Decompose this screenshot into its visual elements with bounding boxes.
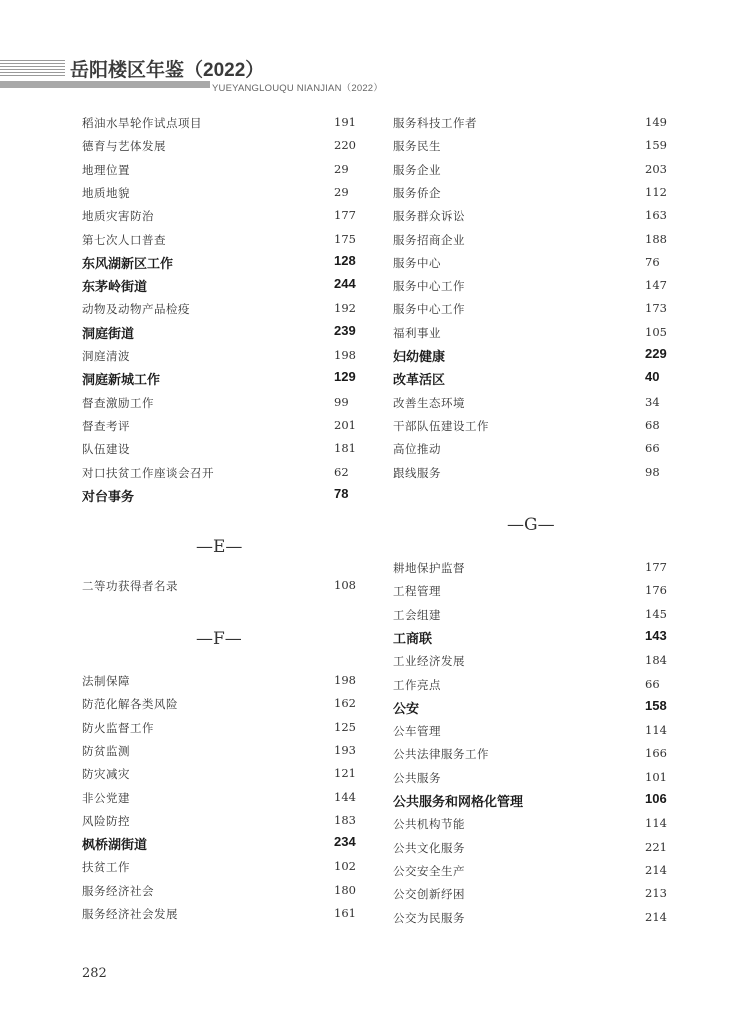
page-number: 282	[82, 966, 107, 981]
index-entry-page: 221	[645, 839, 667, 854]
index-entry-term: 防火监督工作	[82, 720, 154, 735]
index-entry	[393, 651, 693, 673]
index-entry-page: 188	[645, 231, 667, 246]
index-entry	[82, 136, 382, 158]
index-entry-page: 214	[645, 909, 667, 924]
index-entry-term: 工商联	[393, 630, 433, 646]
index-entry-page: 229	[645, 346, 667, 361]
index-entry	[82, 463, 382, 485]
index-entry-page: 105	[645, 324, 667, 339]
header-decoration-lines	[0, 60, 65, 78]
index-entry-term: 服务民生	[393, 139, 441, 154]
index-entry-page: 62	[334, 464, 349, 479]
index-entry	[393, 698, 693, 720]
index-entry-term: 公交为民服务	[393, 910, 465, 925]
index-entry-page: 177	[334, 208, 356, 223]
index-entry-page: 198	[334, 673, 356, 687]
index-entry-term: 东风湖新区工作	[82, 255, 174, 271]
index-entry-term: 公交创新纾困	[393, 887, 465, 902]
index-entry-term: 公交安全生产	[393, 863, 465, 878]
index-entry	[82, 346, 382, 368]
index-entry-term: 对台事务	[82, 488, 135, 504]
index-entry-page: 145	[645, 606, 667, 621]
index-entry	[393, 628, 693, 650]
index-entry-page: 121	[334, 766, 356, 781]
index-entry	[393, 183, 693, 205]
index-entry-term: 地理位置	[82, 162, 130, 177]
index-entry-page: 149	[645, 115, 667, 129]
index-entry-page: 177	[645, 560, 667, 574]
index-entry-term: 洞庭街道	[82, 325, 135, 341]
index-entry-page: 99	[334, 394, 349, 409]
index-entry	[393, 369, 693, 391]
index-entry-page: 102	[334, 859, 356, 874]
index-entry-term: 公共服务	[393, 770, 441, 785]
index-entry-term: 风险防控	[82, 813, 130, 828]
index-entry-term: 地质灾害防治	[82, 209, 154, 224]
index-entry	[82, 230, 382, 252]
index-entry-page: 143	[645, 627, 667, 643]
index-entry-page: 147	[645, 278, 667, 293]
index-entry	[393, 721, 693, 743]
index-entry	[82, 486, 382, 508]
index-entry	[393, 416, 693, 438]
index-entry	[82, 160, 382, 182]
index-entry	[82, 276, 382, 298]
index-entry-term: 跟线服务	[393, 465, 441, 480]
index-entry-term: 公安	[393, 700, 420, 716]
index-entry	[82, 881, 382, 903]
index-entry-page: 193	[334, 742, 356, 757]
index-entry-term: 对口扶贫工作座谈会召开	[82, 465, 214, 480]
index-entry	[393, 744, 693, 766]
index-entry	[82, 741, 382, 763]
index-entry	[393, 206, 693, 228]
index-entry-page: 66	[645, 676, 660, 691]
index-entry	[393, 160, 693, 182]
index-entry	[393, 230, 693, 252]
index-entry-page: 166	[645, 746, 667, 761]
index-entry-term: 服务中心	[393, 255, 441, 270]
index-entry	[82, 416, 382, 438]
index-entry	[82, 183, 382, 205]
index-entry	[82, 671, 382, 693]
index-entry-term: 公共服务和网格化管理	[393, 794, 524, 809]
index-left-column	[82, 0, 382, 1024]
index-entry	[82, 857, 382, 879]
index-entry-page: 40	[645, 369, 660, 385]
index-entry	[393, 276, 693, 298]
index-entry	[82, 439, 382, 461]
index-entry-page: 161	[334, 906, 356, 920]
index-entry-term: 工业经济发展	[393, 654, 465, 669]
index-entry	[393, 605, 693, 627]
index-entry-term: 队伍建设	[82, 442, 130, 457]
index-entry-page: 66	[645, 441, 660, 456]
section-letter-heading: —G—	[507, 515, 555, 535]
index-entry	[393, 463, 693, 485]
index-entry-term: 改革活区	[393, 372, 446, 388]
index-entry-term: 服务企业	[393, 162, 441, 177]
index-entry	[82, 811, 382, 833]
index-entry	[393, 346, 693, 368]
index-entry-page: 180	[334, 882, 356, 897]
index-entry	[393, 908, 693, 930]
index-entry-page: 128	[334, 252, 356, 268]
index-entry-term: 公车管理	[393, 724, 441, 739]
index-entry-page: 214	[645, 862, 667, 877]
index-entry-term: 服务侨企	[393, 185, 441, 200]
index-entry-term: 工程管理	[393, 584, 441, 599]
index-entry-term: 第七次人口普查	[82, 232, 166, 247]
index-entry-term: 二等功获得者名录	[82, 579, 178, 593]
index-entry-term: 公共文化服务	[393, 840, 465, 855]
index-entry	[82, 694, 382, 716]
section-letter-heading: —E—	[196, 537, 243, 557]
index-entry-term: 公共机构节能	[393, 817, 465, 832]
index-entry-term: 工会组建	[393, 607, 441, 622]
index-entry-term: 督查考评	[82, 418, 130, 433]
index-entry	[393, 439, 693, 461]
index-entry	[82, 718, 382, 740]
index-entry-term: 防范化解各类风险	[82, 697, 178, 712]
index-entry-term: 妇幼健康	[393, 349, 446, 364]
index-entry	[82, 904, 382, 926]
index-entry-page: 29	[334, 161, 349, 176]
index-right-column	[393, 0, 693, 1024]
index-entry-page: 203	[645, 161, 667, 176]
index-entry-page: 98	[645, 464, 660, 479]
index-entry	[82, 369, 382, 391]
index-entry-page: 129	[334, 369, 356, 385]
index-entry-page: 158	[645, 697, 667, 713]
index-entry-page: 220	[334, 138, 356, 153]
index-entry	[393, 393, 693, 415]
index-entry-term: 防灾减灾	[82, 767, 130, 782]
index-entry-term: 法制保障	[82, 674, 130, 688]
index-entry-term: 稻油水旱轮作试点项目	[82, 116, 202, 130]
index-entry-term: 地质地貌	[82, 185, 130, 200]
index-entry-page: 173	[645, 301, 667, 316]
index-entry	[82, 299, 382, 321]
index-entry-page: 176	[645, 583, 667, 598]
index-entry	[393, 814, 693, 836]
index-entry	[393, 838, 693, 860]
index-entry-term: 扶贫工作	[82, 860, 130, 875]
index-entry-page: 108	[334, 578, 356, 592]
index-entry-page: 114	[645, 816, 667, 831]
index-entry-page: 183	[334, 812, 356, 827]
running-header-title: 岳阳楼区年鉴（2022）	[70, 60, 265, 81]
index-entry	[82, 253, 382, 275]
index-entry-page: 244	[334, 276, 356, 292]
index-entry-term: 干部队伍建设工作	[393, 418, 489, 433]
index-entry-term: 服务科技工作者	[393, 116, 477, 130]
index-entry	[393, 113, 693, 135]
index-entry	[393, 884, 693, 906]
index-entry-term: 东茅岭街道	[82, 279, 148, 295]
index-entry-page: 239	[334, 322, 356, 338]
index-entry-page: 144	[334, 789, 356, 804]
index-entry-term: 非公党建	[82, 790, 130, 805]
index-entry	[82, 113, 382, 135]
index-entry	[393, 768, 693, 790]
index-entry-term: 洞庭新城工作	[82, 372, 161, 388]
index-entry-page: 114	[645, 723, 667, 738]
index-entry-page: 101	[645, 769, 667, 784]
index-entry-term: 洞庭清波	[82, 349, 130, 363]
index-entry-page: 192	[334, 301, 356, 316]
index-entry-term: 服务群众诉讼	[393, 209, 465, 224]
index-entry-term: 服务中心工作	[393, 279, 465, 294]
index-entry-page: 112	[645, 184, 667, 199]
index-entry-term: 福利事业	[393, 325, 441, 340]
index-entry-page: 34	[645, 394, 660, 409]
index-entry-page: 76	[645, 254, 660, 269]
index-entry-page: 213	[645, 886, 667, 901]
section-letter-heading: —F—	[196, 629, 242, 649]
index-entry-page: 198	[334, 348, 356, 362]
index-entry-page: 163	[645, 208, 667, 223]
index-entry-page: 68	[645, 417, 660, 432]
index-entry-term: 督查激励工作	[82, 395, 154, 410]
index-entry	[82, 764, 382, 786]
index-entry	[82, 323, 382, 345]
index-entry-page: 181	[334, 441, 356, 456]
index-entry-term: 工作亮点	[393, 677, 441, 692]
index-entry	[82, 834, 382, 856]
index-entry-page: 184	[645, 653, 667, 668]
index-entry	[393, 675, 693, 697]
index-entry-page: 175	[334, 231, 356, 246]
index-entry-term: 高位推动	[393, 442, 441, 457]
index-entry-term: 动物及动物产品检疫	[82, 302, 190, 317]
index-entry-term: 改善生态环境	[393, 395, 465, 410]
index-entry-page: 191	[334, 115, 356, 129]
index-entry-term: 耕地保护监督	[393, 561, 465, 575]
index-entry-page: 159	[645, 138, 667, 153]
index-entry	[393, 323, 693, 345]
index-entry	[393, 791, 693, 813]
index-entry-term: 德育与艺体发展	[82, 139, 166, 154]
index-entry-term: 服务中心工作	[393, 302, 465, 317]
index-entry	[393, 253, 693, 275]
index-entry	[393, 861, 693, 883]
index-entry-page: 106	[645, 791, 667, 806]
index-entry-page: 162	[334, 696, 356, 711]
index-entry	[393, 299, 693, 321]
index-entry	[393, 581, 693, 603]
running-header-subtitle: YUEYANGLOUQU NIANJIAN（2022）	[212, 83, 383, 94]
index-entry-term: 公共法律服务工作	[393, 747, 489, 762]
index-entry	[82, 788, 382, 810]
index-entry	[82, 393, 382, 415]
index-entry-term: 枫桥湖街道	[82, 837, 148, 853]
index-entry-term: 服务经济社会发展	[82, 907, 178, 921]
index-entry	[393, 136, 693, 158]
index-entry-term: 服务经济社会	[82, 883, 154, 898]
index-entry	[82, 206, 382, 228]
index-entry	[393, 558, 693, 580]
index-entry-page: 234	[334, 834, 356, 850]
index-entry-page: 201	[334, 417, 356, 432]
index-entry	[82, 576, 382, 598]
index-entry-page: 125	[334, 719, 356, 734]
index-entry-term: 防贫监测	[82, 743, 130, 758]
index-entry-term: 服务招商企业	[393, 232, 465, 247]
index-entry-page: 78	[334, 485, 349, 501]
index-entry-page: 29	[334, 184, 349, 199]
